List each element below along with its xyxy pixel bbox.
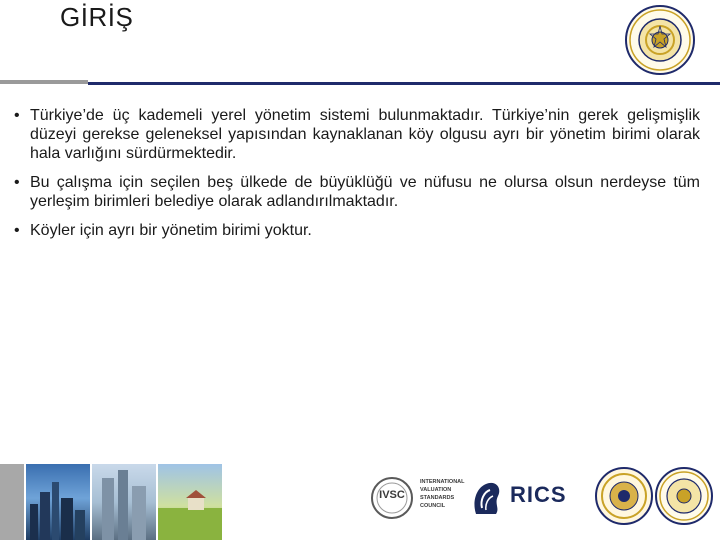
footer-divider — [156, 464, 158, 540]
footer-photo-countryside — [158, 464, 222, 540]
ankara-university-seal-icon — [624, 4, 696, 76]
university-emblem-icon — [594, 466, 654, 526]
ivsc-label: IVSC — [379, 489, 405, 501]
footer-divider — [90, 464, 92, 540]
footer-photo-city-night — [26, 464, 90, 540]
bullet-symbol: • — [14, 174, 20, 191]
ivsc-text-line: COUNCIL — [420, 503, 446, 509]
ivsc-text — [420, 478, 465, 510]
header-rule-navy — [88, 82, 720, 85]
bullet-text: Köyler için ayrı bir yönetim birimi yoktur. — [30, 222, 312, 239]
bullet-item — [14, 221, 700, 240]
bullet-text: Türkiye’de üç kademeli yerel yönetim sistemi bulunmaktadır. Türkiye’nin gerek gelişmişlik düzeyi gerekse geleneksel yapısından kaynaklanan köy olgusu ayrı bir yönetim birimi olarak hala varlığını sürdürmektedir. — [30, 107, 700, 162]
bullet-symbol: • — [14, 107, 20, 124]
bullet-symbol: • — [14, 222, 20, 239]
ivsc-text-line: STANDARDS — [420, 495, 455, 501]
ivsc-text-line: VALUATION — [420, 487, 452, 493]
bullet-text: Bu çalışma için seçilen beş ülkede de büyüklüğü ve nüfusu ne olursa olsun nerdeyse tüm yerleşim birimleri belediye olarak adlandırılmaktadır. — [30, 174, 700, 210]
bullet-item — [14, 106, 700, 163]
page-title: GİRİŞ — [60, 2, 134, 32]
rics-logo-icon — [470, 478, 504, 518]
header-rule-gray — [0, 80, 88, 84]
bullet-list — [14, 106, 700, 250]
rics-label: RICS — [510, 482, 567, 507]
footer-photo-towers — [92, 464, 156, 540]
footer-gray-block — [0, 464, 24, 540]
ankara-university-seal-icon — [654, 466, 714, 526]
bullet-item — [14, 173, 700, 211]
ivsc-text-line: INTERNATIONAL — [420, 479, 465, 485]
footer-logo-strip — [224, 464, 720, 540]
